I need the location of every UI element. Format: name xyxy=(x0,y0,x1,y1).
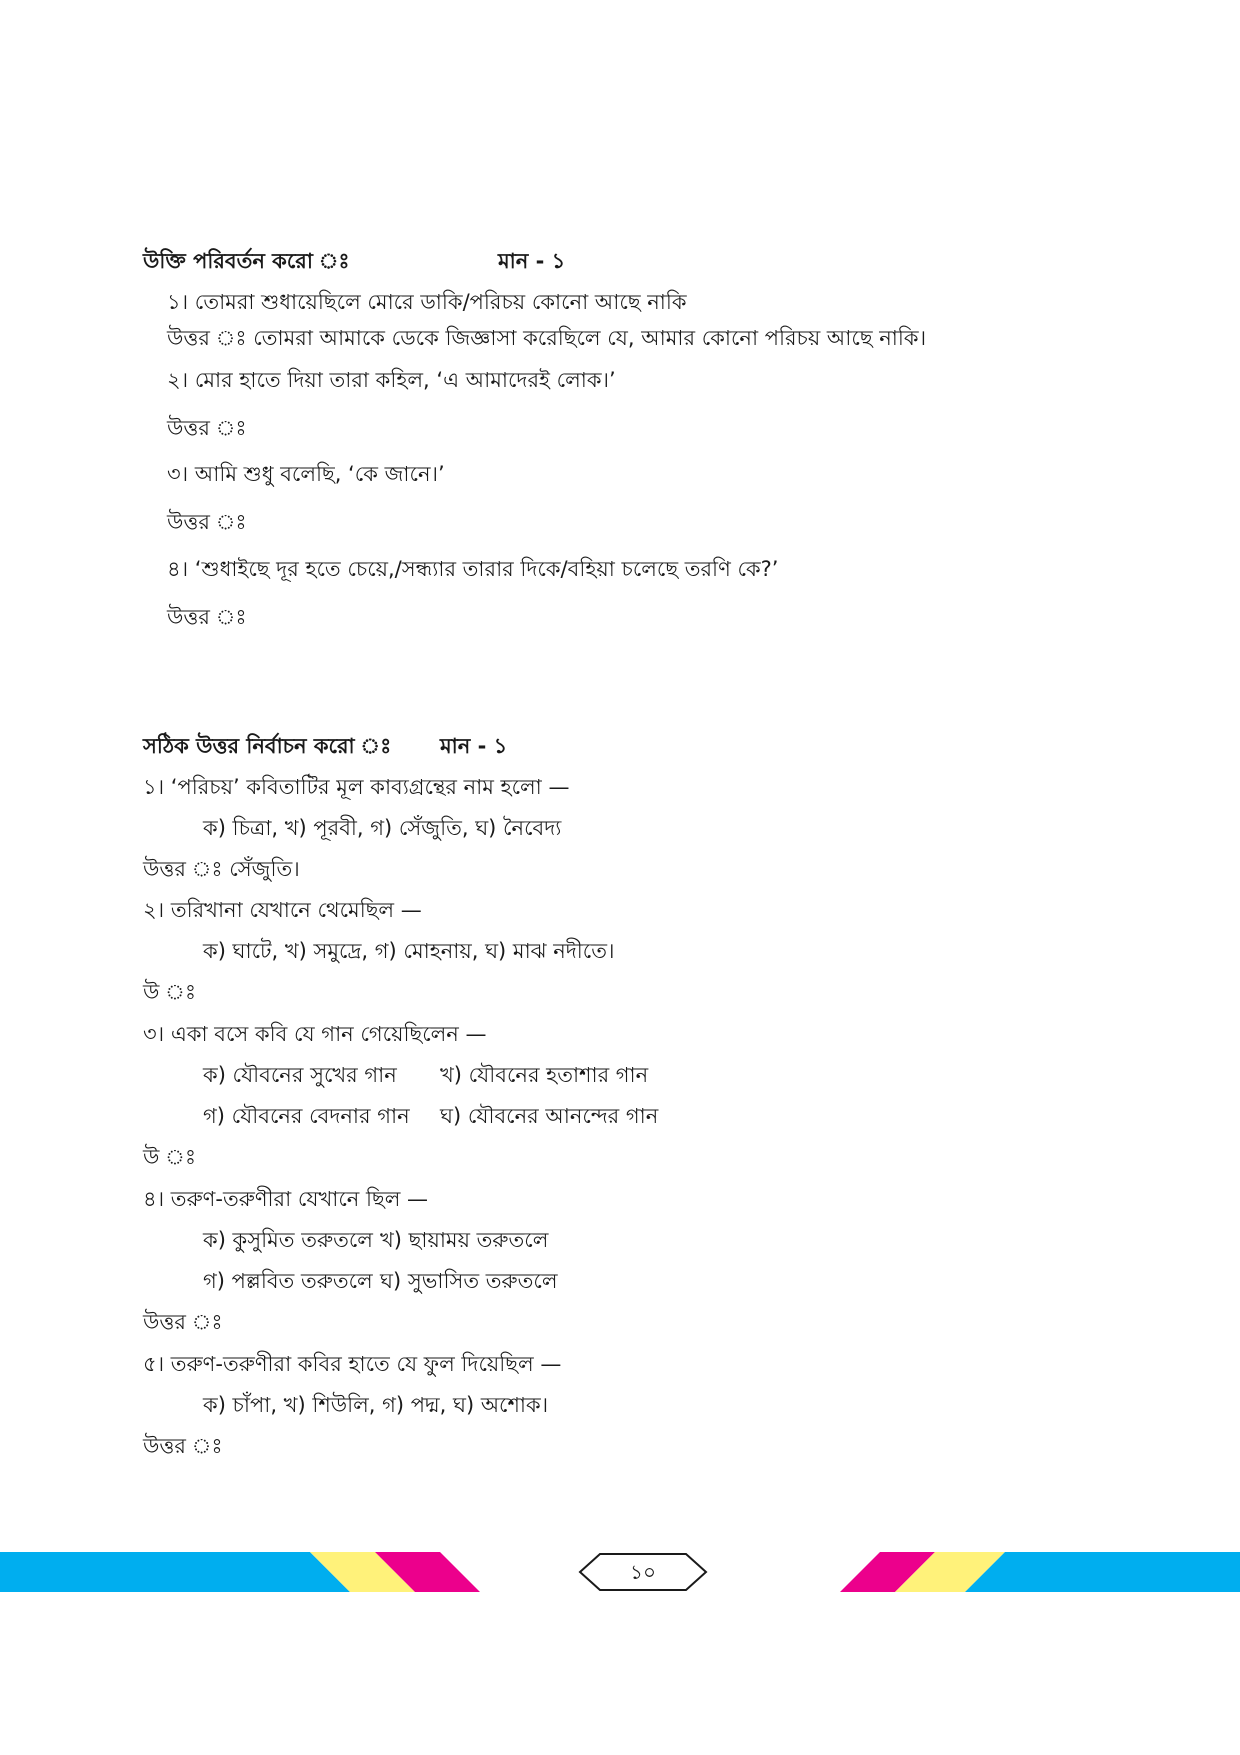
s1-question-2: ২। মোর হাতে দিয়া তারা কহিল, ‘এ আমাদেরই লোক।’ xyxy=(167,368,616,392)
s1-question-3: ৩। আমি শুধু বলেছি, ‘কে জানে।’ xyxy=(167,462,445,486)
s1-answer-3: উত্তর ঃ xyxy=(167,510,247,534)
s2-q1-options: ক) চিত্রা, খ) পূরবী, গ) সেঁজুতি, ঘ) নৈবেদ্য xyxy=(203,816,562,840)
s2-q4-option-c: গ) পল্লবিত তরুতলে xyxy=(203,1269,373,1293)
s2-q3-option-b: খ) যৌবনের হতাশার গান xyxy=(440,1063,649,1087)
s2-q4-option-b: খ) ছায়াময় তরুতলে xyxy=(380,1228,549,1252)
s1-question-1: ১। তোমরা শুধায়েছিলে মোরে ডাকি/পরিচয় কোনো আছে নাকি xyxy=(167,290,687,314)
page-number: ১০ xyxy=(630,1560,656,1584)
s1-answer-4: উত্তর ঃ xyxy=(167,605,247,629)
s2-q3-answer: উ ঃ xyxy=(143,1145,197,1169)
s2-q5-answer: উত্তর ঃ xyxy=(143,1434,223,1458)
s1-answer-2: উত্তর ঃ xyxy=(167,416,247,440)
s2-q2-options: ক) ঘাটে, খ) সমুদ্রে, গ) মোহনায়, ঘ) মাঝ নদীতে। xyxy=(203,939,615,963)
s1-question-4: ৪। ‘শুধাইছে দূর হতে চেয়ে,/সন্ধ্যার তারার দিকে/বহিয়া চলেছে তরণি কে?’ xyxy=(167,557,779,581)
s2-question-5: ৫। তরুণ-তরুণীরা কবির হাতে যে ফুল দিয়েছিল — xyxy=(143,1352,562,1376)
s2-q3-option-c: গ) যৌবনের বেদনার গান xyxy=(203,1104,410,1128)
s2-q4-answer: উত্তর ঃ xyxy=(143,1310,223,1334)
s2-q5-options: ক) চাঁপা, খ) শিউলি, গ) পদ্ম, ঘ) অশোক। xyxy=(203,1393,549,1417)
s1-answer-1: উত্তর ঃ তোমরা আমাকে ডেকে জিজ্ঞাসা করেছিলে যে, আমার কোনো পরিচয় আছে নাকি। xyxy=(167,326,927,350)
s2-q4-option-d: ঘ) সুভাসিত তরুতলে xyxy=(380,1269,558,1293)
s2-q1-answer: উত্তর ঃ সেঁজুতি। xyxy=(143,857,300,881)
section-1-title: উক্তি পরিবর্তন করো ঃ xyxy=(143,249,350,273)
section-2-marks: মান - ১ xyxy=(440,734,508,758)
s2-question-4: ৪। তরুণ-তরুণীরা যেখানে ছিল — xyxy=(143,1187,429,1211)
s2-q3-option-d: ঘ) যৌবনের আনন্দের গান xyxy=(440,1104,659,1128)
section-1-marks: মান - ১ xyxy=(498,249,566,273)
page-number-badge xyxy=(578,1552,708,1592)
section-2-title: সঠিক উত্তর নির্বাচন করো ঃ xyxy=(143,734,392,758)
footer-band-left-blue xyxy=(0,1552,350,1592)
s2-question-1: ১। ‘পরিচয়’ কবিতাটির মূল কাব্যগ্রন্থের নাম হলো — xyxy=(143,775,570,799)
footer-band-right-blue xyxy=(965,1552,1240,1592)
s2-question-2: ২। তরিখানা যেখানে থেমেছিল — xyxy=(143,898,422,922)
s2-q3-option-a: ক) যৌবনের সুখের গান xyxy=(203,1063,397,1087)
s2-q4-option-a: ক) কুসুমিত তরুতলে xyxy=(203,1228,373,1252)
s2-question-3: ৩। একা বসে কবি যে গান গেয়েছিলেন — xyxy=(143,1022,487,1046)
s2-q2-answer: উ ঃ xyxy=(143,980,197,1004)
